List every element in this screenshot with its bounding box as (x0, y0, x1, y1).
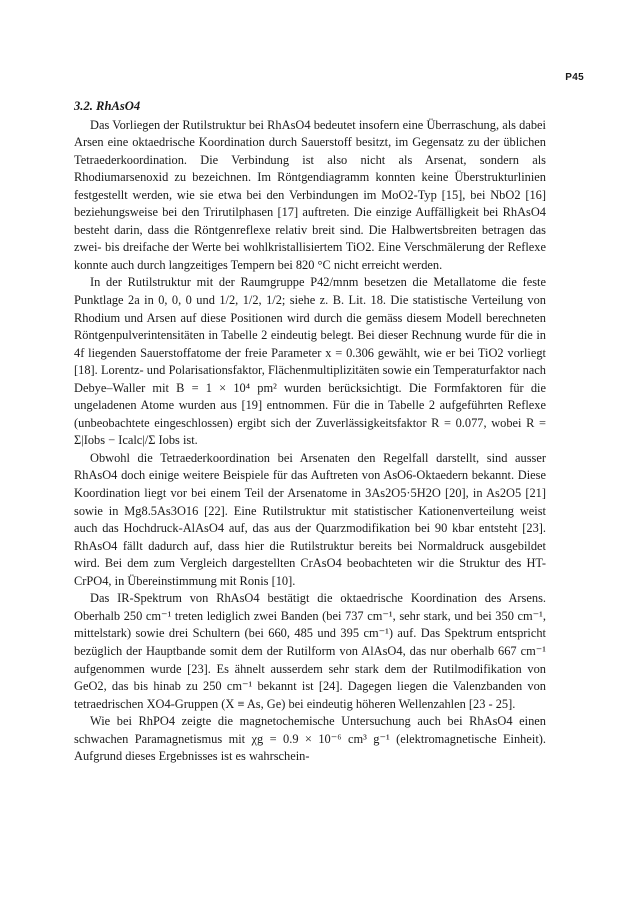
paragraph-magnetochemistry: Wie bei RhPO4 zeigte die magnetochemische Untersuchung auch bei RhAsO4 einen schwachen Paramagnetismus mit χg = 0.9 × 10⁻⁶ cm³ g⁻¹ (elektromagnetische Einheit). Aufgrund dieses Ergebnisses ist es wahrschein- (74, 714, 546, 764)
page-number: P45 (565, 72, 584, 83)
paragraph-aso6-octahedra: Obwohl die Tetraederkoordination bei Arsenaten den Regelfall darstellt, sind ausser RhAsO4 doch einige weitere Beispiele für das Auftreten von AsO6-Oktaedern bekannt. Diese Koordination liegt vor bei einem Teil der Arsenatome in 3As2O5·5H2O [20], in As2O5 [21] sowie in Mg8.5As3O16 [22]. Eine Rutilstruktur mit statistischer Kationenverteilung weist auch das Hochdruck-AlAsO4 auf, das aus der Quarzmodifikation bei 90 kbar entsteht [23]. RhAsO4 fällt dadurch auf, dass hier die Rutilstruktur bereits bei Normaldruck ausgebildet wird. Bei dem zum Vergleich dargestellten CrAsO4 beobachteten wir die Struktur des HT-CrPO4, in Übereinstimmung mit Ronis [10]. (74, 450, 546, 588)
paragraph-rutile-surprise: Das Vorliegen der Rutilstruktur bei RhAsO4 bedeutet insofern eine Überraschung, als dabei Arsen eine oktaedrische Koordination durch Sauerstoff besitzt, im Gegensatz zu der üblichen Tetraederkoordination. Die Verbindung ist also nicht als Arsenat, sondern als Rhodiumarsenoxid zu bezeichnen. Im Röntgendiagramm konnten keine Überstrukturlinien festgestellt werden, wie sie etwa bei den Verbindungen im MoO2-Typ [15], bei NbO2 [16] beziehungsweise bei den Trirutilphasen [17] auftreten. Die einzige Auffälligkeit bei RhAsO4 besteht darin, dass die Röntgenreflexe relativ breit sind. Die Halbwertsbreiten betragen das zwei- bis dreifache der Werte bei wohlkristallisiertem TiO2. Eine Verschmälerung der Reflexe konnte auch durch langzeitiges Tempern bei 820 °C nicht erreicht werden. (74, 117, 546, 272)
body-text (74, 98, 546, 766)
paragraph-space-group: In der Rutilstruktur mit der Raumgruppe P42/mnm besetzen die Metallatome die feste Punktlage 2a in 0, 0, 0 und 1/2, 1/2, 1/2; siehe z. B. Lit. 18. Die statistische Verteilung von Rhodium und Arsen auf diese Positionen wird durch die gemäss diesem Modell berechneten Röntgenpulverintensitäten in Tabelle 2 eindeutig belegt. Bei dieser Rechnung wurde für die in 4f liegenden Sauerstoffatome der freie Parameter x = 0.306 gewählt, wie er bei TiO2 vorliegt [18]. Lorentz- und Polarisationsfaktor, Flächenmultiplizitäten sowie ein Temperaturfaktor nach Debye–Waller mit B = 1 × 10⁴ pm² wurden berücksichtigt. Die Formfaktoren für die ungeladenen Atome wurden aus [19] entnommen. Für die in Tabelle 2 aufgeführten Reflexe (unbeobachtete eingeschlossen) ergibt sich der Zuverlässigkeitsfaktor R = 0.077, wobei R = Σ|Iobs − Icalc|/Σ Iobs ist. (74, 275, 546, 448)
section-title: 3.2. RhAsO4 (74, 99, 141, 113)
paragraph-ir-spectrum: Das IR-Spektrum von RhAsO4 bestätigt die oktaedrische Koordination des Arsens. Oberhalb 250 cm⁻¹ treten lediglich zwei Banden (bei 737 cm⁻¹, sehr stark, und bei 350 cm⁻¹, mittelstark) sowie drei Schultern (bei 660, 485 und 395 cm⁻¹) auf. Das Spektrum entspricht bezüglich der Hauptbande somit dem der Rutilform von AlAsO4, das nur oberhalb 667 cm⁻¹ aufgenommen wurde [23]. Es ähnelt ausserdem sehr stark dem der Rutilmodifikation von GeO2, das bis hinab zu 250 cm⁻¹ bekannt ist [24]. Dagegen liegen die Valenzbanden von tetraedrischen XO4-Gruppen (X ≡ As, Ge) bei eindeutig höheren Wellenzahlen [23 - 25]. (74, 591, 546, 711)
